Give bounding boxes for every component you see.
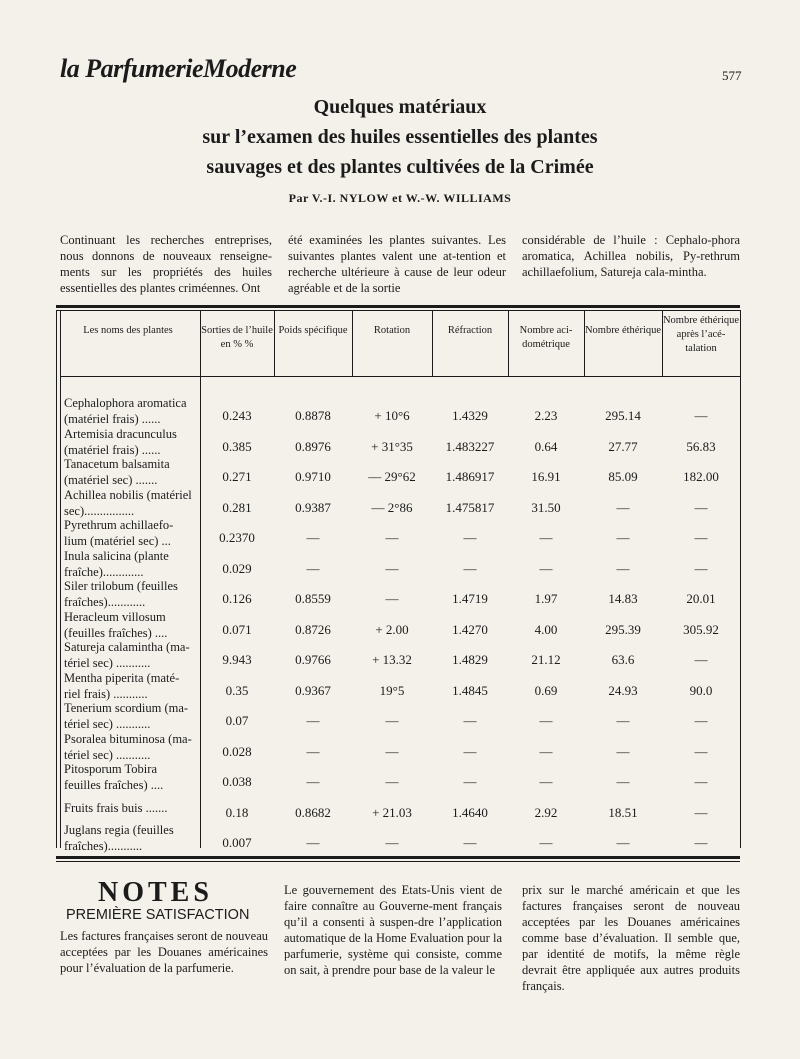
table-cell-col-3: — bbox=[306, 713, 320, 728]
article-title-line-3: sauvages et des plantes cultivées de la Crimée bbox=[206, 156, 594, 178]
table-cell-col-4: — bbox=[385, 530, 399, 545]
table-cell-col-3: — bbox=[306, 835, 320, 850]
plant-name-line: Inula salicina (plante bbox=[64, 548, 169, 563]
table-header-3: Poids spécifique bbox=[278, 325, 348, 336]
table-cell-col-3: 0.9387 bbox=[295, 499, 331, 515]
table-cell-col-4: — bbox=[385, 713, 399, 728]
table-row-plant-name bbox=[64, 670, 198, 702]
plant-name-line: Juglans regia (feuilles bbox=[64, 823, 174, 837]
table-header-divider bbox=[60, 376, 740, 377]
table-cell-col-4: + 21.03 bbox=[372, 804, 412, 820]
table-cell-col-8: 20.01 bbox=[686, 591, 716, 606]
intro-column-3: considérable de l’huile : Cephalo-phora aromatica, Achillea nobilis, Py-rethrum achillaefolium, Satureja cala-mintha. bbox=[522, 233, 740, 279]
table-cell-col-3: 0.8976 bbox=[295, 438, 331, 454]
table-cell-col-7: — bbox=[616, 499, 630, 515]
table-cell-col-6: — bbox=[539, 774, 553, 789]
table-bottom-rule-thin bbox=[56, 861, 740, 862]
table-cell-col-2: 9.943 bbox=[222, 652, 252, 667]
table-top-rule-thin bbox=[56, 310, 740, 311]
table-cell-col-2: 0.071 bbox=[222, 621, 252, 637]
table-cell-col-8: 305.92 bbox=[683, 621, 719, 637]
table-cell-col-7: 24.93 bbox=[608, 682, 638, 698]
table-cell-col-2: 0.18 bbox=[225, 804, 249, 820]
notes-column-1: Les factures françaises seront de nouveau acceptées par les Douanes américaines pour l’évaluation de la parfumerie. bbox=[60, 929, 268, 975]
notes-heading: NOTES bbox=[98, 877, 213, 908]
table-header-7: Nombre éthérique bbox=[584, 325, 662, 336]
table-cell-col-5: 1.4329 bbox=[452, 408, 488, 423]
plant-name-line: lium (matériel sec) ... bbox=[64, 534, 171, 548]
table-cell-col-6: — bbox=[539, 743, 553, 759]
table-cell-col-7: 27.77 bbox=[608, 438, 638, 454]
table-inner-border-line bbox=[60, 310, 61, 848]
plant-name-line: fraîches)............ bbox=[64, 595, 146, 609]
plant-name-line: Tanacetum balsamita bbox=[64, 457, 170, 471]
table-cell-col-3: 0.9367 bbox=[295, 682, 331, 698]
table-cell-col-6: — bbox=[539, 713, 553, 728]
table-row-plant-name bbox=[64, 800, 198, 816]
plant-name-line: Pitosporum Tobira bbox=[64, 762, 157, 776]
table-cell-col-6: 0.64 bbox=[534, 438, 558, 454]
table-column-divider bbox=[432, 310, 433, 376]
table-cell-col-4: — bbox=[385, 835, 399, 850]
table-cell-col-2: 0.385 bbox=[222, 438, 252, 454]
plant-name-line: (matériel frais) ...... bbox=[64, 442, 161, 457]
table-cell-col-7: — bbox=[616, 835, 630, 850]
notes-column-2: Le gouvernement des Etats-Unis vient de faire connaître au Gouverne-ment français qu’il a consenti à suspen-dre l’application automatique de la Home Evaluation pour la parfumerie, système qui consiste, comme on sait, à prendre pour base de la valeur le bbox=[284, 883, 502, 977]
table-row-plant-name bbox=[64, 609, 198, 641]
table-header-2: Sorties de l’huile en % % bbox=[201, 325, 273, 350]
table-cell-col-7: — bbox=[616, 713, 630, 728]
table-cell-col-7: — bbox=[616, 530, 630, 545]
table-row-plant-name bbox=[64, 761, 198, 793]
table-top-rule bbox=[56, 305, 740, 308]
article-title-line-1: Quelques matériaux bbox=[313, 96, 487, 118]
table-cell-col-6: 0.69 bbox=[534, 682, 558, 698]
table-row-plant-name bbox=[64, 731, 198, 763]
plant-name-line: Artemisia dracunculus bbox=[64, 426, 177, 441]
table-cell-col-2: 0.029 bbox=[222, 560, 252, 576]
table-cell-col-6: — bbox=[539, 560, 553, 576]
table-row-plant-name bbox=[64, 822, 198, 854]
table-column-divider bbox=[200, 310, 201, 848]
table-cell-col-2: 0.126 bbox=[222, 591, 252, 606]
table-cell-col-3: 0.9766 bbox=[295, 652, 331, 667]
table-cell-col-2: 0.243 bbox=[222, 408, 252, 423]
table-header-5: Réfraction bbox=[447, 325, 493, 336]
table-cell-col-3: 0.8726 bbox=[295, 621, 331, 637]
article-authors: Par V.-I. NYLOW et W.-W. WILLIAMS bbox=[288, 191, 512, 205]
table-cell-col-2: 0.281 bbox=[222, 499, 252, 515]
plant-name-line: riel frais) ........... bbox=[64, 686, 148, 701]
table-cell-col-5: 1.475817 bbox=[445, 499, 495, 515]
table-header-1: Les noms des plantes bbox=[83, 325, 173, 336]
table-cell-col-4: — 2°86 bbox=[371, 499, 413, 515]
table-cell-col-4: 19°5 bbox=[379, 682, 405, 698]
table-cell-col-8: — bbox=[694, 530, 708, 545]
table-cell-col-5: 1.4719 bbox=[452, 591, 488, 606]
masthead-logo: la ParfumerieModerne bbox=[60, 54, 297, 83]
table-column-divider bbox=[352, 310, 353, 376]
table-bottom-rule bbox=[56, 856, 740, 859]
plant-name-line: feuilles fraîches) .... bbox=[64, 778, 164, 792]
table-cell-col-5: — bbox=[463, 774, 477, 789]
table-row-plant-name bbox=[64, 517, 198, 549]
table-row-plant-name bbox=[64, 639, 198, 671]
table-cell-col-4: + 2.00 bbox=[375, 621, 409, 637]
plant-name-line: Tenerium scordium (ma- bbox=[64, 701, 189, 715]
table-cell-col-5: — bbox=[463, 530, 477, 545]
table-cell-col-3: — bbox=[306, 530, 320, 545]
table-border-line bbox=[740, 310, 741, 848]
table-cell-col-2: 0.028 bbox=[222, 743, 252, 759]
plant-name-line: sec)................ bbox=[64, 503, 135, 518]
plant-name-line: Fruits frais buis ....... bbox=[64, 800, 168, 815]
table-cell-col-5: 1.4270 bbox=[452, 621, 488, 637]
table-cell-col-8: — bbox=[694, 774, 708, 789]
table-cell-col-4: + 31°35 bbox=[371, 438, 413, 454]
table-cell-col-8: — bbox=[694, 652, 708, 667]
table-row-plant-name bbox=[64, 456, 198, 488]
table-cell-col-8: — bbox=[694, 804, 708, 820]
table-cell-col-8: — bbox=[694, 713, 708, 728]
table-cell-col-6: 31.50 bbox=[531, 499, 561, 515]
table-cell-col-6: 4.00 bbox=[534, 621, 558, 637]
table-cell-col-3: — bbox=[306, 774, 320, 789]
table-cell-col-5: — bbox=[463, 713, 477, 728]
table-cell-col-2: 0.07 bbox=[225, 713, 249, 728]
table-cell-col-3: 0.8878 bbox=[295, 408, 331, 423]
plant-name-line: tériel sec) ........... bbox=[64, 656, 151, 670]
table-cell-col-5: — bbox=[463, 835, 477, 850]
table-row-plant-name bbox=[64, 395, 198, 427]
notes-column-3: prix sur le marché américain et que les factures françaises seront de nouveau acceptées par les Douanes américaines comme base d’évaluation. Il semble que, par identité de motifs, la même règle devrait être appliquée aux autres produits français. bbox=[522, 883, 740, 993]
table-cell-col-4: — bbox=[385, 743, 399, 759]
table-cell-col-3: — bbox=[306, 560, 320, 576]
table-cell-col-5: 1.4640 bbox=[452, 804, 488, 820]
page-number: 577 bbox=[722, 68, 742, 83]
table-cell-col-4: — bbox=[385, 591, 399, 606]
table-cell-col-4: + 13.32 bbox=[372, 652, 412, 667]
table-border-line bbox=[56, 310, 57, 848]
table-cell-col-5: 1.4845 bbox=[452, 682, 488, 698]
table-cell-col-4: — bbox=[385, 774, 399, 789]
table-cell-col-7: 14.83 bbox=[608, 591, 638, 606]
table-cell-col-6: 1.97 bbox=[534, 591, 558, 606]
table-row-plant-name bbox=[64, 426, 198, 458]
table-cell-col-3: 0.9710 bbox=[295, 469, 331, 484]
table-cell-col-6: — bbox=[539, 835, 553, 850]
plant-name-line: (feuilles fraîches) .... bbox=[64, 625, 168, 640]
table-cell-col-5: 1.483227 bbox=[445, 438, 495, 454]
table-column-divider bbox=[584, 310, 585, 376]
plant-name-line: Psoralea bituminosa (ma- bbox=[64, 731, 192, 746]
table-cell-col-8: — bbox=[694, 835, 708, 850]
table-cell-col-8: — bbox=[694, 560, 708, 576]
table-cell-col-7: — bbox=[616, 774, 630, 789]
table-cell-col-2: 0.271 bbox=[222, 469, 252, 484]
table-cell-col-6: 16.91 bbox=[531, 469, 561, 484]
plant-name-line: Achillea nobilis (matériel bbox=[64, 487, 192, 502]
table-cell-col-3: — bbox=[306, 743, 320, 759]
table-cell-col-7: 63.6 bbox=[611, 652, 635, 667]
table-cell-col-2: 0.2370 bbox=[219, 530, 255, 545]
plant-name-line: Heracleum villosum bbox=[64, 609, 166, 624]
table-cell-col-5: 1.4829 bbox=[452, 652, 488, 667]
table-cell-col-3: 0.8682 bbox=[295, 804, 331, 820]
table-cell-col-8: 56.83 bbox=[686, 438, 716, 454]
plant-name-line: (matériel frais) ...... bbox=[64, 412, 161, 426]
table-row-plant-name bbox=[64, 487, 198, 519]
table-cell-col-7: — bbox=[616, 743, 630, 759]
table-row-plant-name bbox=[64, 578, 198, 610]
table-cell-col-5: 1.486917 bbox=[445, 469, 495, 484]
table-cell-col-6: — bbox=[539, 530, 553, 545]
table-cell-col-4: — bbox=[385, 560, 399, 576]
table-cell-col-8: — bbox=[694, 408, 708, 423]
table-cell-col-6: 2.92 bbox=[534, 804, 558, 820]
notes-subheading: PREMIÈRE SATISFACTION bbox=[66, 907, 250, 923]
plant-name-line: tériel sec) ........... bbox=[64, 747, 151, 762]
table-cell-col-2: 0.038 bbox=[222, 774, 252, 789]
plant-name-line: Satureja calamintha (ma- bbox=[64, 640, 190, 654]
table-cell-col-7: 18.51 bbox=[608, 804, 638, 820]
plant-name-line: Cephalophora aromatica bbox=[64, 396, 187, 410]
plant-name-line: fraîche)............. bbox=[64, 564, 144, 579]
table-row-plant-name bbox=[64, 548, 198, 580]
intro-column-2: été examinées les plantes suivantes. Les suivantes plantes valent une at-tention et recherche ultérieure à cause de leur odeur agréable et de la sortie bbox=[288, 233, 506, 295]
table-cell-col-7: — bbox=[616, 560, 630, 576]
table-cell-col-3: 0.8559 bbox=[295, 591, 331, 606]
table-cell-col-2: 0.007 bbox=[222, 835, 252, 850]
plant-name-line: (matériel sec) ....... bbox=[64, 473, 158, 487]
table-cell-col-4: + 10°6 bbox=[374, 408, 410, 423]
table-cell-col-7: 295.39 bbox=[605, 621, 641, 637]
plant-name-line: Mentha piperita (maté- bbox=[64, 670, 180, 685]
table-row-plant-name bbox=[64, 700, 198, 732]
table-header-6: Nombre aci-dométrique bbox=[519, 325, 573, 350]
table-cell-col-8: 90.0 bbox=[689, 682, 713, 698]
table-cell-col-7: 85.09 bbox=[608, 469, 638, 484]
table-cell-col-7: 295.14 bbox=[605, 408, 641, 423]
plant-name-line: fraîches)........... bbox=[64, 839, 143, 853]
table-cell-col-8: 182.00 bbox=[683, 469, 719, 484]
table-cell-col-6: 21.12 bbox=[531, 652, 561, 667]
table-column-divider bbox=[274, 310, 275, 376]
intro-column-1: Continuant les recherches entreprises, nous donnons de nouveaux renseigne-ments sur les propriétés des huiles essentielles des plantes criméennes. Ont bbox=[60, 233, 272, 295]
table-cell-col-6: 2.23 bbox=[534, 408, 558, 423]
table-cell-col-4: — 29°62 bbox=[368, 469, 416, 484]
table-cell-col-8: — bbox=[694, 499, 708, 515]
table-cell-col-5: — bbox=[463, 743, 477, 759]
table-cell-col-5: — bbox=[463, 560, 477, 576]
table-cell-col-2: 0.35 bbox=[225, 682, 249, 698]
plant-name-line: tériel sec) ........... bbox=[64, 717, 151, 731]
article-title-line-2: sur l’examen des huiles essentielles des plantes bbox=[202, 126, 598, 148]
plant-name-line: Pyrethrum achillaefo- bbox=[64, 518, 174, 532]
plant-name-line: Siler trilobum (feuilles bbox=[64, 579, 178, 593]
table-cell-col-8: — bbox=[694, 743, 708, 759]
table-header-4: Rotation bbox=[373, 325, 411, 336]
table-header-8: Nombre éthérique après l’acé-talation bbox=[662, 315, 740, 354]
